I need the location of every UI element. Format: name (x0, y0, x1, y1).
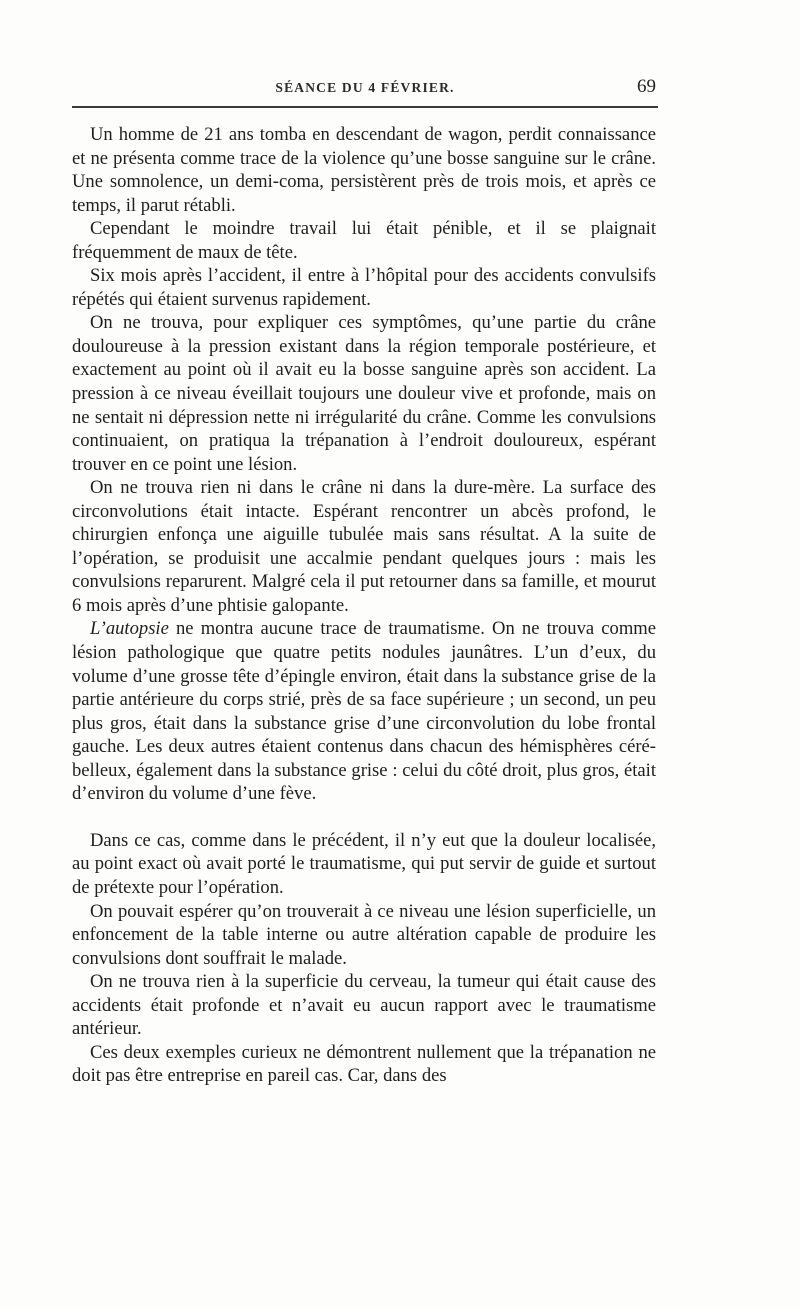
body-text (72, 123, 656, 1088)
paragraph-finding: On ne trouva rien à la superficie du cerveau, la tumeur qui était cause des accidents était profonde et n’avait eu aucun rapport avec le traumatisme antérieur. (72, 971, 656, 1040)
paragraph-expectation: On pouvait espérer qu’on trouverait à ce niveau une lésion superficielle, un enfoncement de la table interne ou autre altération capable de produire les convulsions dont souffrait le malade. (72, 900, 656, 969)
paragraph-discussion: Dans ce cas, comme dans le précédent, il n’y eut que la douleur localisée, au point exact où avait porté le traumatisme, qui put servir de guide et surtout de prétexte pour l’opération. (72, 829, 656, 898)
paragraph-autopsy (72, 617, 656, 805)
paragraph-operation: On ne trouva rien ni dans le crâne ni dans la dure-mère. La surface des circonvolutions était intacte. Espérant rencontrer un abcès profond, le chirurgien enfonça une aiguille tubulée mais sans résultat. A la suite de l’opération, se produisit une accalmie pendant quelques jours : mais les convulsions reparurent. Malgré cela il put retourner dans sa famille, et mourut 6 mois après d’une phtisie galopante. (72, 477, 656, 616)
paragraph-headaches: Cependant le moindre travail lui était pénible, et il se plaignait fréquemment de maux de tête. (72, 218, 656, 263)
page-number: 69 (637, 76, 656, 97)
paragraph-symptoms: On ne trouva, pour expliquer ces symptômes, qu’une partie du crâne douloureuse à la pression existant dans la région temporale postérieure, et exactement au point où il avait eu la bosse sanguine après son accident. La pression à ce niveau éveillait toujours une douleur vive et profonde, mais on ne sentait ni dépression nette ni irrégularité du crâne. Comme les convulsions continuaient, on pratiqua la trépanation à l’endroit douloureux, espérant trouver en ce point une lésion. (72, 312, 656, 475)
paragraph-case-intro: Un homme de 21 ans tomba en descendant de wagon, perdit connaissance et ne présenta comme trace de la violence qu’une bosse sanguine sur le crâne. Une somnolence, un demi-coma, persistèrent près de trois mois, et après ce temps, il parut rétabli. (72, 124, 656, 216)
running-title: SÉANCE DU 4 FÉVRIER. (275, 80, 455, 95)
paragraph-hospital: Six mois après l’accident, il entre à l’hôpital pour des accidents convulsifs répétés qui étaient survenus rapidement. (72, 265, 656, 310)
autopsy-italic-word: L’autopsie (90, 618, 169, 640)
running-head (72, 76, 658, 102)
paragraph-conclusion: Ces deux exemples curieux ne démontrent nullement que la trépanation ne doit pas être entreprise en pareil cas. Car, dans des (72, 1041, 656, 1087)
autopsy-text: ne montra aucune trace de traumatisme. On ne trouva comme lésion pathologique que quatre petits nodules jaunâtres. L’un d’eux, du volume d’une grosse tête d’épingle environ, était dans la substance grise de la partie antérieure du corps strié, près de sa face supérieure ; un second, un peu plus gros, était dans la substance grise d’une circonvolution du lobe frontal gauche. Les deux autres étaient contenus dans chacun des hémisphères cérébelleux, également dans la substance grise : celui du côté droit, plus gros, était d’environ du volume d’une fève. (72, 618, 656, 805)
header-rule (72, 106, 658, 108)
